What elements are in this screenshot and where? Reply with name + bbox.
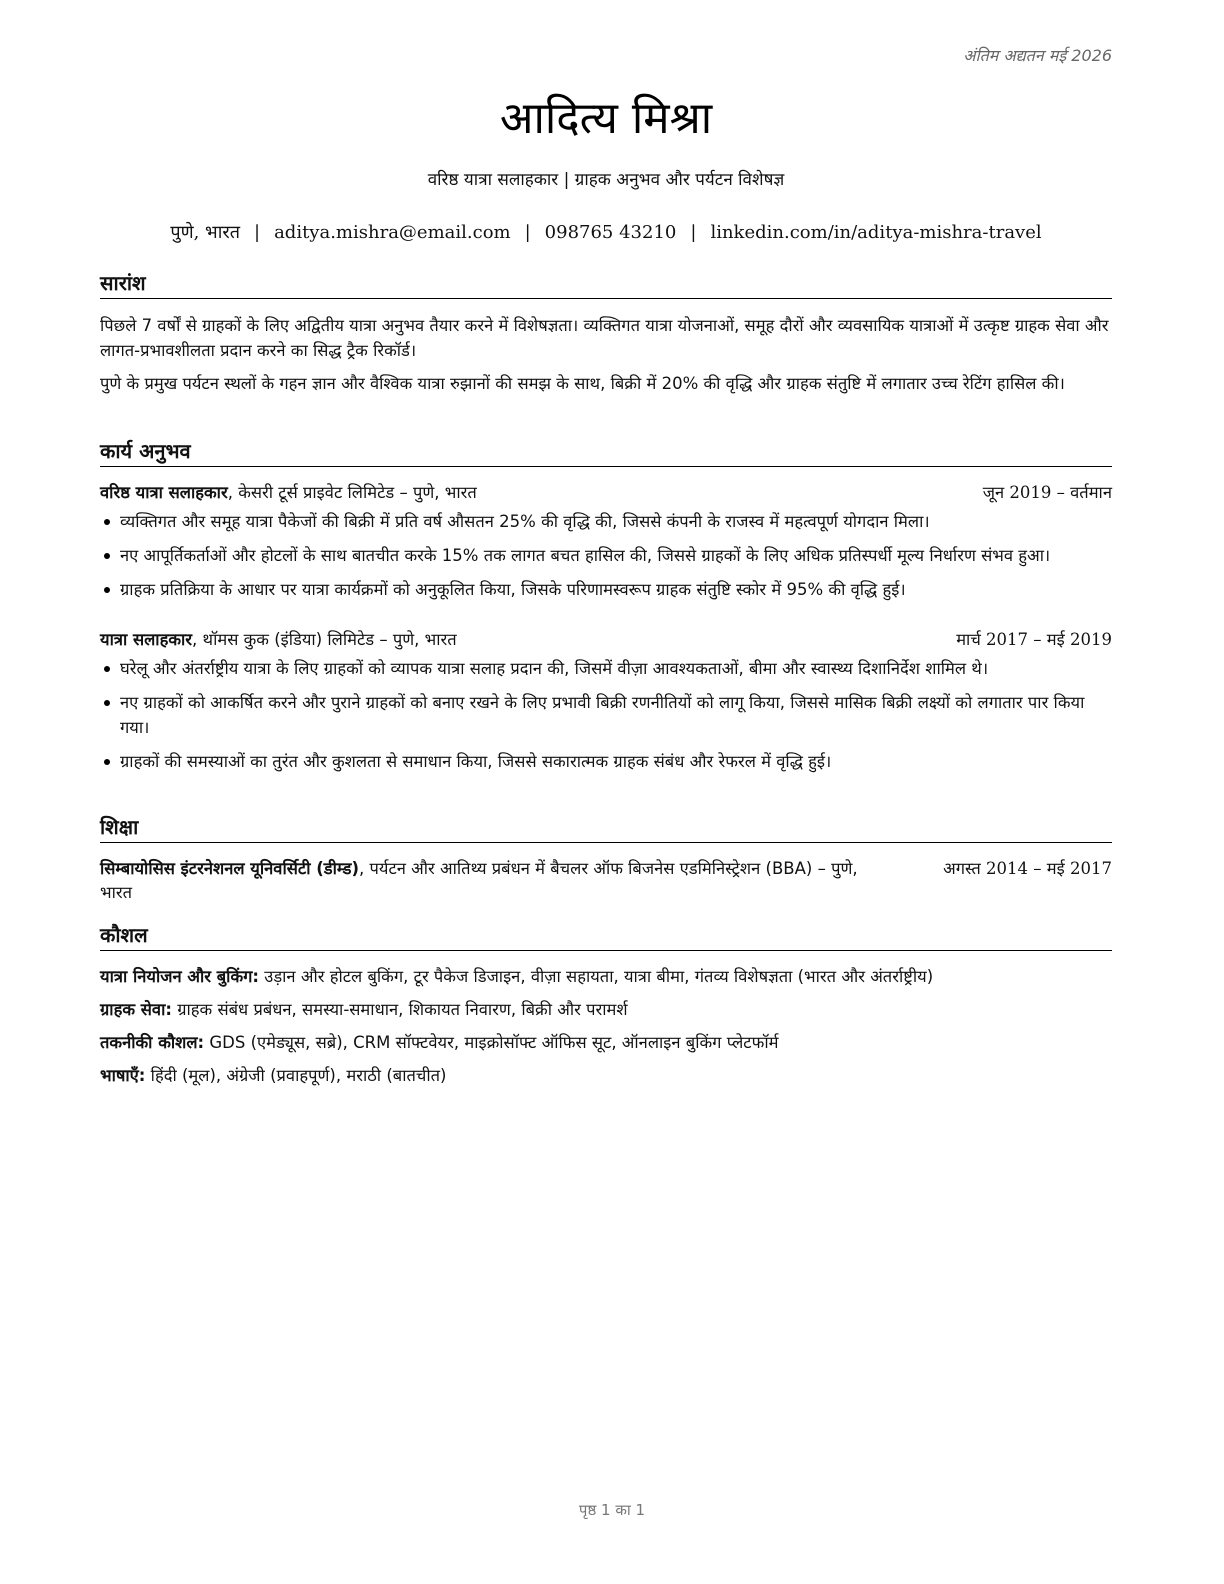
contact-separator: | [524,222,531,243]
skill-line [100,1031,1112,1055]
job-entry [100,481,1112,602]
contact-separator: | [690,222,697,243]
job-title: यात्रा सलाहकार [100,630,193,649]
job-organization: , केसरी टूर्स प्राइवेट लिमिटेड – पुणे, भारत [227,483,477,502]
contact-separator: | [253,222,261,243]
job-entry [100,628,1112,774]
education-institution: सिम्बायोसिस इंटरनेशनल यूनिवर्सिटी (डीम्ड) [100,859,360,878]
contact-phone: 098765 43210 [544,222,677,243]
bullet-item: नए आपूर्तिकर्ताओं और होटलों के साथ बातचीत करके 15% तक लागत बचत हासिल की, जिससे ग्राहकों के लिए अधिक प्रतिस्पर्धी मूल्य निर्धारण संभव हुआ। [100,543,1112,568]
skill-label: यात्रा नियोजन और बुकिंग: [100,967,260,986]
candidate-name: आदित्य मिश्रा [499,93,713,144]
tagline: वरिष्ठ यात्रा सलाहकार | ग्राहक अनुभव और पर्यटन विशेषज्ञ [427,170,785,190]
skill-label: भाषाएँ: [100,1066,146,1085]
job-dates: मार्च 2017 – मई 2019 [956,630,1112,649]
skill-label: तकनीकी कौशल: [100,1033,205,1052]
skill-line [100,998,1112,1022]
summary-heading: सारांश [100,270,1112,299]
job-title: वरिष्ठ यात्रा सलाहकार [100,483,228,502]
bullet-item: नए ग्राहकों को आकर्षित करने और पुराने ग्राहकों को बनाए रखने के लिए प्रभावी बिक्री रणनीतियों को लागू किया, जिससे मासिक बिक्री लक्ष्यों को लगातार पार किया गया। [100,690,1112,740]
skill-value: हिंदी (मूल), अंग्रेजी (प्रवाहपूर्ण), मराठी (बातचीत) [145,1066,447,1085]
skill-value: ग्राहक संबंध प्रबंधन, समस्या-समाधान, शिकायत निवारण, बिक्री और परामर्श [171,1000,628,1019]
skill-label: ग्राहक सेवा: [100,1000,172,1019]
education-heading: शिक्षा [100,814,1112,843]
education-degree: , पर्यटन और आतिथ्य प्रबंधन में बैचलर ऑफ बिजनेस एडमिनिस्ट्रेशन (BBA) – पुणे, भारत [100,859,858,902]
skill-value: उड़ान और होटल बुकिंग, टूर पैकेज डिजाइन, वीज़ा सहायता, यात्रा बीमा, गंतव्य विशेषज्ञता (भारत और अंतर्राष्ट्रीय) [259,967,934,986]
job-header [100,481,1112,505]
bullet-item: ग्राहकों की समस्याओं का तुरंत और कुशलता से समाधान किया, जिससे सकारात्मक ग्राहक संबंध और रेफरल में वृद्धि हुई। [100,749,1112,774]
bullet-item: व्यक्तिगत और समूह यात्रा पैकेजों की बिक्री में प्रति वर्ष औसतन 25% की वृद्धि की, जिससे कंपनी के राजस्व में महत्वपूर्ण योगदान मिला। [100,509,1112,534]
experience-section [100,438,1112,774]
summary-paragraph: पुणे के प्रमुख पर्यटन स्थलों के गहन ज्ञान और वैश्विक यात्रा रुझानों की समझ के साथ, बिक्री में 20% की वृद्धि और ग्राहक संतुष्टि में लगातार उच्च रेटिंग हासिल की। [100,374,1065,393]
summary-section [100,270,1112,396]
summary-paragraph: पिछले 7 वर्षों से ग्राहकों के लिए अद्वितीय यात्रा अनुभव तैयार करने में विशेषज्ञता। व्यक्तिगत यात्रा योजनाओं, समूह दौरों और व्यवसायिक यात्राओं में उत्कृष्ट ग्राहक सेवा और लागत-प्रभावशीलता प्रदान करने का सिद्ध ट्रैक रिकॉर्ड। [100,316,1109,360]
skill-value: GDS (एमेड्यूस, सब्रे), CRM सॉफ्टवेयर, माइक्रोसॉफ्ट ऑफिस सूट, ऑनलाइन बुकिंग प्लेटफॉर्म [204,1033,779,1052]
education-entry [100,857,1112,905]
job-header [100,628,1112,652]
job-dates: जून 2019 – वर्तमान [982,483,1112,502]
bullet-item: घरेलू और अंतर्राष्ट्रीय यात्रा के लिए ग्राहकों को व्यापक यात्रा सलाह प्रदान की, जिसमें वीज़ा आवश्यकताओं, बीमा और स्वास्थ्य दिशानिर्देश शामिल थे। [100,656,1112,681]
job-bullets [100,656,1112,774]
job-bullets [100,509,1112,602]
last-updated: अंतिम अद्यतन मई 2026 [963,46,1112,65]
page-number: पृष्ठ 1 का 1 [578,1501,646,1519]
skills-section [100,922,1112,1088]
education-section [100,814,1112,905]
experience-heading: कार्य अनुभव [100,438,1112,467]
skills-heading: कौशल [100,922,1112,951]
education-dates: अगस्त 2014 – मई 2017 [943,859,1112,878]
contact-email[interactable]: aditya.mishra@email.com [274,222,511,243]
contact-linkedin[interactable]: linkedin.com/in/aditya-mishra-travel [710,222,1042,243]
skill-line [100,965,1112,989]
contact-location: पुणे, भारत [170,222,240,243]
job-organization: , थॉमस कुक (इंडिया) लिमिटेड – पुणे, भारत [192,630,457,649]
resume-page [100,0,1112,1584]
contact-line [100,220,1112,244]
skill-line [100,1064,1112,1088]
bullet-item: ग्राहक प्रतिक्रिया के आधार पर यात्रा कार्यक्रमों को अनुकूलित किया, जिसके परिणामस्वरूप ग्राहक संतुष्टि स्कोर में 95% की वृद्धि हुई। [100,577,1112,602]
